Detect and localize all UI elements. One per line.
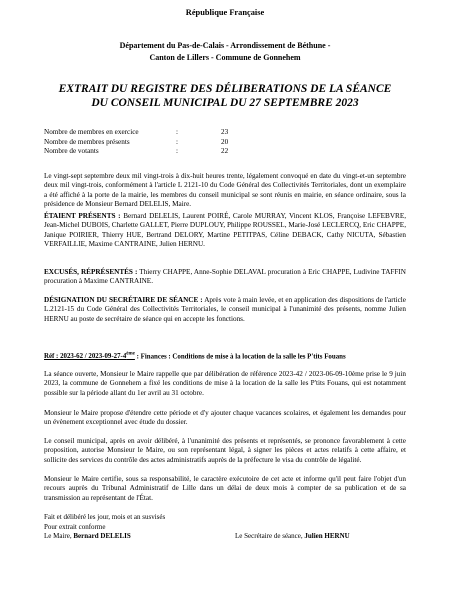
paragraph-2: Monsieur le Maire propose d'étendre cette période et d'y ajouter chaque vacances scolaires, et également les demandes pour un évènement exceptionnel avec étude du dossier. <box>44 409 406 427</box>
document-title <box>30 82 420 110</box>
count-separator: : <box>176 137 178 146</box>
secretary-prefix: Le Secrétaire de séance, <box>235 532 305 540</box>
department-line-1: Département du Pas-de-Calais - Arrondissement de Béthune - <box>119 41 331 50</box>
mayor-prefix: Le Maire, <box>44 532 74 540</box>
count-label: Nombre de votants <box>44 147 99 155</box>
count-row <box>44 138 241 148</box>
count-label: Nombre de membres présents <box>44 137 130 146</box>
member-counts <box>44 128 241 157</box>
secretary-name: Julien HERNU <box>304 532 350 540</box>
reference-subject: : Finances : Conditions de mise à la location de la salle les P'tits Fouans <box>134 353 346 361</box>
presents-label: ÉTAIENT PRÉSENTS : <box>44 212 121 220</box>
count-label: Nombre de membres en exercice <box>44 128 139 136</box>
excuses-text: Thierry CHAPPE, Anne-Sophie DELAVAL procuration à Eric CHAPPE, Ludivine TAFFIN procuration à Maxime CANTRAINE. <box>44 268 407 286</box>
title-line-2: DU CONSEIL MUNICIPAL DU 27 SEPTEMBRE 2023 <box>91 97 359 109</box>
intro-paragraph: Le vingt-sept septembre deux mil vingt-trois à dix-huit heures trente, légalement convoqué en date du vingt-et-un septembre deux mil vingt-trois, conformément à l'article L 2121-10 du Code Général des Collectivités Territoriales, dont un exemplaire a été affiché à la porte de la mairie, les membres du conseil municipal se sont réunis en mairie, en séance ordinaire, sous la présidence de Monsieur Bernard DELELIS, Maire. <box>44 172 406 208</box>
deliberation-reference <box>44 352 424 360</box>
excuses-label: EXCUSÉS, RÉPRÉSENTÉS : <box>44 268 138 276</box>
mayor-signatory <box>44 532 131 540</box>
secretary-signatory <box>235 532 350 542</box>
paragraph-4: Monsieur le Maire certifie, sous sa responsabilité, le caractère exécutoire de cet acte et informe qu'il peut faire l'objet d'un recours auprès du Tribunal Administratif de Lille dans un délai de deux mois à compter de sa publication et de sa transmission au représentant de l'État. <box>44 475 406 502</box>
department-line-2: Canton de Lillers - Commune de Gonnehem <box>149 53 301 62</box>
reference-suffix: ème <box>126 352 135 357</box>
title-line-1: EXTRAIT DU REGISTRE DES DÉLIBERATIONS DE LA SÉANCE <box>58 83 392 95</box>
presents-text: Bernard DELELIS, Laurent POIRÉ, Carole MURRAY, Vincent KLOS, Françoise LEFEBVRE, Jean-Michel DUBOIS, Charlette GALLET, Pierre DUPLOUY, Philippe ROUSSEL, Marie-José LECLERCQ, Eric CHAPPE, Janique POIRIER, Thierry HUE, Bertrand DELORY, Martine PETITPAS, Céline DEBACK, Cathy NICUTA, Sébastien VERFAILLIE, Maxime CANTRAINE, Julien HERNU. <box>44 212 407 248</box>
count-separator: : <box>176 128 178 136</box>
signature-line-1: Fait et délibéré les jour, mois et an susvisés <box>44 513 166 521</box>
count-value: 20 <box>221 137 229 146</box>
count-row <box>44 128 241 138</box>
signature-block <box>44 513 424 542</box>
reference-number <box>44 353 135 360</box>
mayor-name: Bernard DELELIS <box>73 532 131 540</box>
signatories-row <box>44 532 424 542</box>
excuses-paragraph <box>44 268 406 287</box>
secretary-text: Après vote à main levée, et en application des dispositions de l'article L.2121-15 du Code Général des Collectivités Territoriales, le conseil municipal à l'unanimité des présents, nomme Julien HERNU au poste de secrétaire de séance qui en accepte les fonctions. <box>44 296 406 323</box>
secretary-paragraph <box>44 296 406 324</box>
signature-line-2: Pour extrait conforme <box>44 522 106 531</box>
republic-heading: République Française <box>185 8 265 17</box>
count-value: 22 <box>221 147 229 155</box>
department-heading <box>40 40 410 64</box>
presents-paragraph <box>44 212 406 249</box>
paragraph-3: Le conseil municipal, après en avoir délibéré, à l'unanimité des présents et représentés, se prononce favorablement à cette proposition, autorise Monsieur le Maire, ou son représentant légal, à signer les pièces et actes relatifs à cette affaire, et sollicite des services du contrôle des actes administratifs auprès de la préfecture le visa du contrôle de légalité. <box>44 437 406 464</box>
secretary-label: DÉSIGNATION DU SECRÉTAIRE DE SÉANCE : <box>44 296 203 304</box>
paragraph-1: La séance ouverte, Monsieur le Maire rappelle que par délibération de référence 2023-42 / 2023-06-09-10ème prise le 9 juin 2023, la commune de Gonnehem a fixé les conditions de mise à la location de la salle les P'tits Fouans, qui est notamment possible sur la période allant du 1er avril au 31 octobre. <box>44 370 406 397</box>
reference-code: Réf : 2023-62 / 2023-09-27-4 <box>44 353 127 361</box>
count-row <box>44 147 241 157</box>
count-separator: : <box>176 147 178 155</box>
count-value: 23 <box>221 128 229 136</box>
